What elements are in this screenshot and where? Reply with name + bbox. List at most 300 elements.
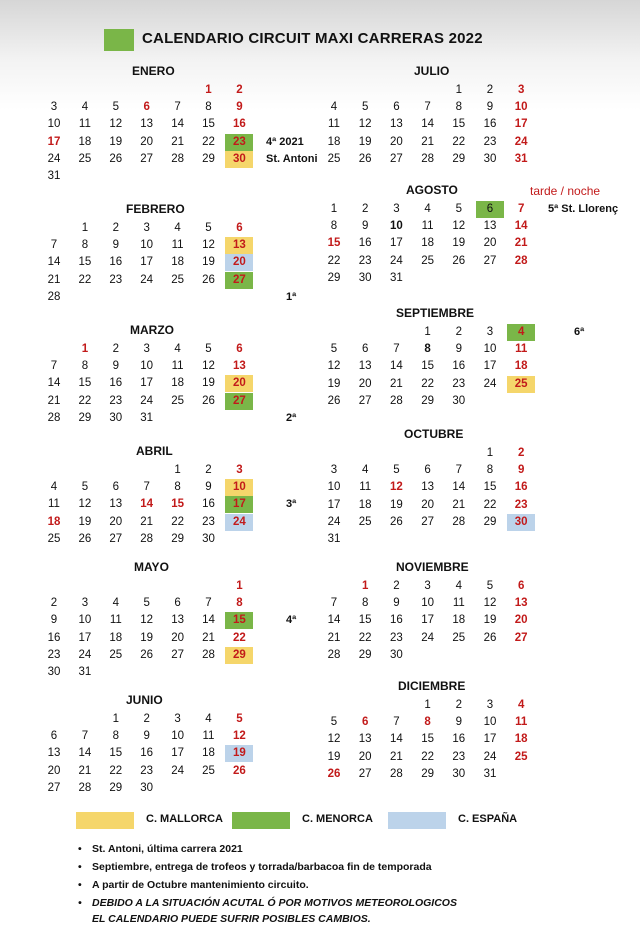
day-cell: 12 [109,118,123,131]
day-cell: 26 [78,532,92,545]
day-cell: 3 [236,464,243,476]
day-cell: 31 [389,271,403,284]
day-cell: 18 [452,614,466,627]
day-cell: 7 [424,101,431,114]
day-cell: 9 [361,220,369,233]
day-cell: 6 [112,481,119,494]
day-cell: 9 [50,614,58,627]
day-cell: 25 [171,394,184,407]
day-cell: 11 [202,730,215,743]
day-cell: 25 [452,631,466,644]
footnote-2: • Septiembre, entrega de trofeos y torrada/barbacoa fin de temporada [78,861,432,873]
race-note: 1ª [286,290,297,303]
day-cell: 31 [78,666,92,678]
day-cell: 9 [393,597,400,610]
day-cell: 4 [455,580,462,592]
day-cell: 26 [327,767,341,780]
title-text: CALENDARIO CIRCUIT MAXI CARRERAS 2022 [142,30,483,47]
day-cell: 4 [330,101,338,114]
day-cell: 25 [421,254,434,267]
day-cell: 14 [78,747,92,760]
day-cell: 6 [393,101,400,114]
day-cell: 21 [421,135,434,148]
day-cell: 19 [327,750,341,763]
day-cell: 1 [236,580,243,592]
day-cell: 5 [330,343,338,356]
day-cell: 19 [78,515,92,528]
day-cell: 23 [514,498,528,511]
day-cell: 30 [47,666,61,678]
footnote-3-text: A partir de Octubre mantenimiento circuito. [92,879,309,891]
day-cell: 15 [78,256,92,269]
day-cell: 29 [225,647,253,664]
day-cell: 28 [140,532,154,545]
day-cell: 30 [507,514,535,531]
day-cell: 4 [507,324,535,341]
day-cell: 22 [452,135,466,148]
month-name: ABRIL [136,444,173,458]
day-cell: 25 [78,152,92,165]
day-cell: 1 [330,203,338,215]
day-cell: 26 [232,764,246,777]
day-cell: 24 [140,394,154,407]
day-cell: 20 [358,750,372,763]
day-cell: 16 [109,377,123,390]
day-cell: 9 [455,343,462,356]
day-cell: 30 [358,271,372,284]
day-cell: 2 [486,84,494,96]
month-name: AGOSTO [406,183,458,197]
day-cell: 12 [202,239,215,252]
day-cell: 25 [171,273,184,286]
day-cell: 7 [517,203,525,215]
day-cell: 22 [78,273,92,286]
day-cell: 27 [47,781,61,794]
day-cell: 28 [78,781,92,794]
day-cell: 5 [81,481,89,494]
month-name: JULIO [414,64,450,78]
day-cell: 28 [389,767,403,780]
day-cell: 16 [452,360,466,373]
day-cell: 15 [109,747,123,760]
day-cell: 12 [327,360,341,373]
day-cell: 4 [112,597,119,610]
day-cell: 11 [109,614,122,627]
day-cell: 28 [171,152,184,165]
day-cell: 21 [514,237,528,250]
day-cell: 11 [171,239,184,252]
day-cell: 10 [78,614,92,627]
day-cell: 12 [140,614,154,627]
day-cell: 23 [358,254,372,267]
day-cell: 7 [330,597,338,610]
day-cell: 1 [455,84,462,96]
day-cell: 23 [452,750,466,763]
day-cell: 20 [514,614,528,627]
day-cell: 30 [225,151,253,168]
day-cell: 17 [47,135,61,148]
day-cell: 27 [514,631,528,644]
day-cell: 13 [140,118,154,131]
day-cell: 2 [455,326,462,338]
day-cell: 15 [483,481,497,494]
day-cell: 20 [47,764,61,777]
day-cell: 12 [202,360,215,373]
day-cell: 3 [486,326,494,338]
day-cell: 15 [452,118,466,131]
day-cell: 10 [483,716,497,729]
day-cell: 17 [483,360,497,373]
month-name: FEBRERO [126,202,185,216]
day-cell: 24 [140,273,154,286]
day-cell: 11 [48,498,60,511]
day-cell: 16 [47,631,61,644]
day-cell: 26 [358,152,372,165]
race-note: 4ª 2021 [266,135,304,148]
day-cell: 12 [232,730,246,743]
day-cell: 8 [361,597,369,610]
day-cell: 10 [171,730,184,743]
day-cell: 26 [327,394,341,407]
footnote-5 [92,912,371,926]
day-cell: 3 [517,84,525,96]
month-name: JUNIO [126,693,163,707]
day-cell: 26 [202,273,215,286]
day-cell: 11 [515,716,528,729]
day-cell: 29 [78,411,92,424]
day-cell: 6 [361,343,369,356]
footnote-4: • DEBIDO A LA SITUACIÓN ACUTAL Ó POR MOTIVOS METEOROLOGICOS [78,897,457,909]
day-cell: 18 [109,631,123,644]
day-cell: 27 [140,152,154,165]
day-cell: 13 [109,498,123,511]
day-cell: 29 [327,271,341,284]
day-cell: 29 [358,648,372,661]
day-cell: 27 [389,152,403,165]
title-color-swatch [104,29,134,51]
day-cell: 18 [514,360,528,373]
day-cell: 3 [330,464,338,477]
day-cell: 20 [421,498,434,511]
day-cell: 5 [112,101,119,114]
day-cell: 24 [327,515,341,528]
day-cell: 17 [389,237,403,250]
day-cell: 20 [109,515,123,528]
day-cell: 24 [514,135,528,148]
day-cell: 16 [232,118,246,131]
race-note: St. Antoni [266,152,318,165]
day-cell: 4 [424,203,431,215]
day-cell: 4 [50,481,58,494]
day-cell: 20 [225,375,253,392]
day-cell: 11 [421,220,434,233]
day-cell: 9 [236,101,243,114]
race-note: 6ª [574,326,585,338]
day-cell: 19 [483,614,497,627]
day-cell: 3 [143,222,150,234]
day-cell: 28 [202,648,215,661]
day-cell: 24 [483,750,497,763]
day-cell: 16 [514,481,528,494]
legend-swatch-mallorca [76,812,134,829]
footnote-1: • St. Antoni, última carrera 2021 [78,843,243,855]
day-cell: 27 [225,393,253,410]
day-cell: 27 [171,648,184,661]
day-cell: 5 [205,343,212,355]
day-cell: 16 [358,237,372,250]
day-cell: 8 [174,481,181,494]
day-cell: 17 [140,256,154,269]
day-cell: 5 [486,580,494,592]
day-cell: 22 [109,764,123,777]
day-cell: 14 [514,220,528,233]
day-cell: 7 [50,239,58,252]
day-cell: 30 [202,532,215,545]
day-cell: 2 [205,464,212,476]
day-cell: 3 [174,713,181,725]
day-cell: 15 [358,614,372,627]
day-cell: 6 [476,201,504,218]
day-cell: 29 [421,767,434,780]
day-cell: 24 [78,648,92,661]
day-cell: 21 [202,631,215,644]
race-note: 2ª [286,411,297,424]
day-cell: 14 [47,377,61,390]
day-cell: 15 [171,498,184,511]
day-cell: 14 [327,614,341,627]
day-cell: 4 [517,699,525,711]
calendar-title [0,29,640,53]
day-cell: 28 [47,290,61,303]
day-cell: 19 [389,498,403,511]
day-cell: 6 [424,464,431,477]
day-cell: 23 [452,377,466,390]
day-cell: 19 [225,745,253,762]
day-cell: 22 [483,498,497,511]
day-cell: 13 [171,614,184,627]
header-background [0,0,640,110]
day-cell: 27 [225,272,253,289]
day-cell: 12 [78,498,92,511]
day-cell: 7 [393,716,400,729]
day-cell: 21 [389,377,403,390]
day-cell: 3 [50,101,58,114]
day-cell: 2 [50,597,58,610]
day-cell: 14 [47,256,61,269]
day-cell: 19 [452,237,466,250]
day-cell: 18 [171,256,184,269]
legend-swatch-espana [388,812,446,829]
day-cell: 6 [174,597,181,610]
day-cell: 13 [483,220,497,233]
day-cell: 14 [389,733,403,746]
day-cell: 7 [393,343,400,356]
day-cell: 8 [81,360,89,373]
day-cell: 30 [109,411,123,424]
day-cell: 10 [327,481,341,494]
day-cell: 9 [205,481,212,494]
legend-label-menorca: C. MENORCA [302,813,373,825]
month-name: MARZO [130,323,174,337]
day-cell: 19 [358,135,372,148]
day-cell: 30 [452,394,466,407]
day-cell: 16 [483,118,497,131]
day-cell: 13 [225,237,253,254]
day-cell: 28 [389,394,403,407]
day-cell: 21 [452,498,466,511]
month-name: ENERO [132,64,175,78]
day-cell: 17 [421,614,434,627]
day-cell: 15 [202,118,215,131]
day-cell: 16 [202,498,215,511]
day-cell: 13 [389,118,403,131]
day-cell: 22 [202,135,215,148]
day-cell: 15 [421,733,434,746]
day-cell: 27 [483,254,497,267]
day-cell: 31 [514,152,528,165]
day-cell: 12 [483,597,497,610]
month-name: NOVIEMBRE [396,560,469,574]
day-cell: 20 [389,135,403,148]
day-cell: 11 [328,118,340,131]
day-cell: 3 [486,699,494,711]
day-cell: 19 [202,377,215,390]
day-cell: 2 [455,699,462,711]
day-cell: 23 [389,631,403,644]
day-cell: 24 [483,377,497,390]
day-cell: 8 [455,101,462,114]
day-cell: 13 [514,597,528,610]
time-note: tarde / noche [530,184,601,198]
day-cell: 17 [225,496,253,513]
day-cell: 6 [361,716,369,729]
day-cell: 17 [483,733,497,746]
day-cell: 11 [515,343,528,356]
day-cell: 11 [359,481,372,494]
day-cell: 19 [109,135,123,148]
day-cell: 14 [452,481,466,494]
day-cell: 14 [171,118,184,131]
day-cell: 3 [424,580,431,592]
day-cell: 10 [514,101,528,114]
day-cell: 4 [205,713,212,725]
footnote-2-text: Septiembre, entrega de trofeos y torrada/barbacoa fin de temporada [92,861,432,873]
race-note: 5ª St. Llorenç [548,203,619,215]
day-cell: 22 [421,377,434,390]
day-cell: 4 [361,464,369,477]
day-cell: 8 [112,730,119,743]
day-cell: 31 [140,411,154,424]
day-cell: 26 [452,254,466,267]
month-name: DICIEMBRE [398,679,466,693]
day-cell: 3 [393,203,400,215]
day-cell: 21 [78,764,92,777]
day-cell: 17 [171,747,184,760]
day-cell: 5 [205,222,212,234]
day-cell: 25 [327,152,341,165]
day-cell: 23 [109,394,123,407]
day-cell: 13 [421,481,434,494]
day-cell: 28 [47,411,61,424]
day-cell: 8 [486,464,494,477]
day-cell: 8 [330,220,338,233]
day-cell: 2 [236,84,243,96]
day-cell: 10 [421,597,434,610]
day-cell: 17 [514,118,528,131]
day-cell: 9 [517,464,525,477]
day-cell: 11 [452,597,465,610]
day-cell: 6 [236,343,243,355]
day-cell: 3 [143,343,150,355]
day-cell: 24 [171,764,184,777]
day-cell: 20 [140,135,154,148]
day-cell: 2 [393,580,400,592]
day-cell: 25 [358,515,372,528]
day-cell: 2 [112,343,119,355]
day-cell: 14 [389,360,403,373]
day-cell: 25 [109,648,123,661]
day-cell: 17 [140,377,154,390]
day-cell: 22 [78,394,92,407]
footnote-5-text: EL CALENDARIO PUEDE SUFRIR POSIBLES CAMBIOS. [92,913,371,925]
day-cell: 23 [225,134,253,151]
day-cell: 8 [424,343,431,356]
day-cell: 27 [421,515,434,528]
day-cell: 1 [205,84,212,96]
day-cell: 20 [358,377,372,390]
day-cell: 5 [393,464,400,477]
day-cell: 17 [327,498,341,511]
day-cell: 24 [389,254,403,267]
day-cell: 26 [140,648,154,661]
day-cell: 8 [424,716,431,729]
day-cell: 29 [452,152,466,165]
day-cell: 28 [421,152,434,165]
day-cell: 16 [109,256,123,269]
day-cell: 29 [483,515,497,528]
day-cell: 8 [236,597,243,610]
day-cell: 10 [389,220,403,233]
day-cell: 19 [140,631,154,644]
day-cell: 22 [421,750,434,763]
day-cell: 14 [421,118,434,131]
day-cell: 28 [452,515,466,528]
day-cell: 10 [483,343,497,356]
day-cell: 21 [47,273,61,286]
day-cell: 16 [389,614,403,627]
day-cell: 14 [140,498,154,511]
day-cell: 21 [327,631,341,644]
day-cell: 5 [361,101,369,114]
day-cell: 11 [171,360,184,373]
month-name: SEPTIEMBRE [396,306,475,320]
day-cell: 24 [225,514,253,531]
day-cell: 24 [47,152,61,165]
day-cell: 6 [143,101,150,114]
footnote-4-text: DEBIDO A LA SITUACIÓN ACUTAL Ó POR MOTIVOS METEOROLOGICOS [92,897,457,909]
footnote-3: • A partir de Octubre mantenimiento circuito. [78,879,309,891]
race-note: 3ª [286,498,297,511]
day-cell: 16 [140,747,154,760]
day-cell: 20 [171,631,184,644]
day-cell: 5 [143,597,150,610]
day-cell: 20 [483,237,497,250]
day-cell: 18 [171,377,184,390]
day-cell: 18 [358,498,372,511]
day-cell: 27 [358,394,372,407]
day-cell: 29 [202,152,215,165]
day-cell: 22 [171,515,184,528]
